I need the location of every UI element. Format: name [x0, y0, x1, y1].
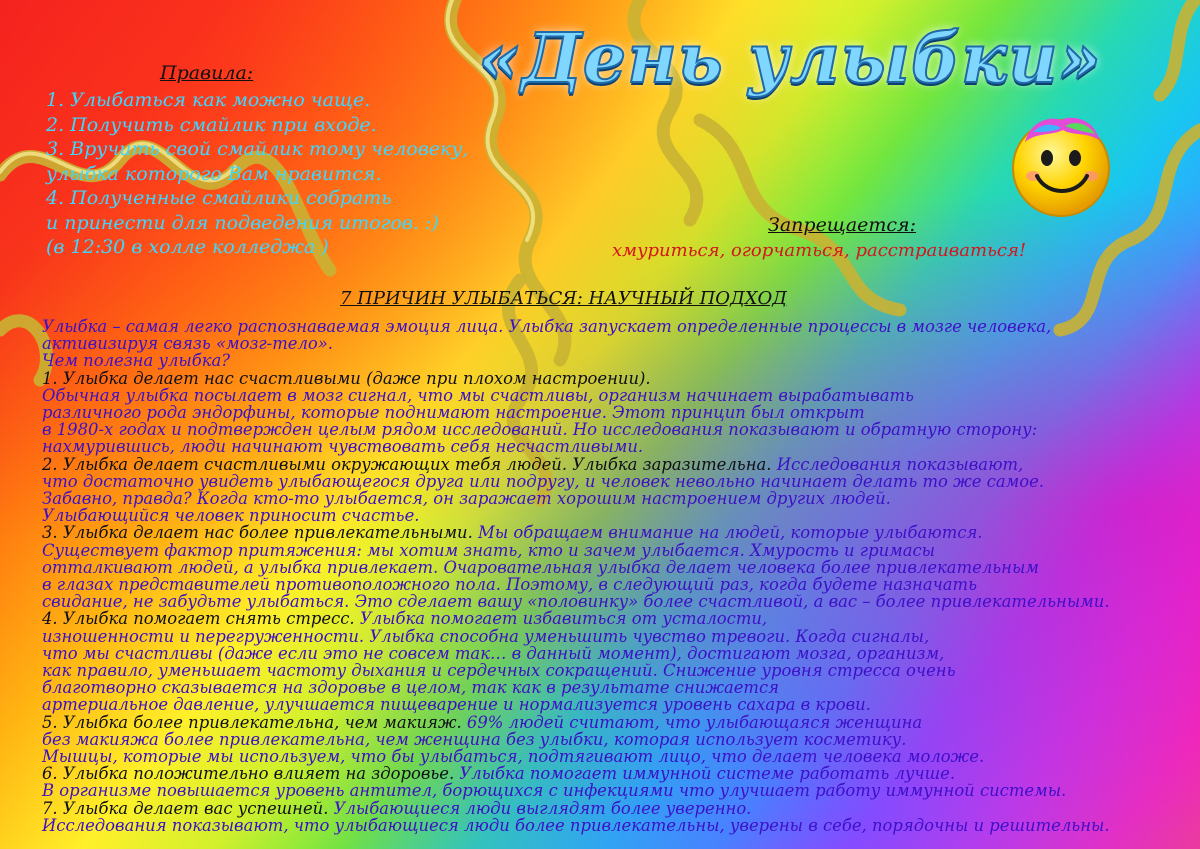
ribbon-right-top: [1160, 0, 1195, 95]
body-line: [42, 782, 1192, 799]
forbidden-heading: Запрещается:: [768, 214, 917, 236]
body-line: [42, 387, 1192, 404]
body-line: [42, 370, 1192, 387]
body-line: [42, 662, 1192, 679]
body-line: [42, 800, 1192, 817]
body-segment: различного рода эндорфины, которые поднимают настроение. Этот принцип был открыт: [42, 403, 865, 423]
body-line: [42, 593, 1192, 610]
body-segment: нахмурившись, люди начинают чувствовать себя несчастливыми.: [42, 437, 644, 457]
body-segment: Улыбающиеся люди выглядят более уверенно.: [328, 798, 752, 818]
forbidden-text: хмуриться, огорчаться, расстраиваться!: [612, 240, 1027, 261]
body-line: [42, 645, 1192, 662]
rules-line: 4. Полученные смайлики собрать: [46, 187, 392, 209]
body-segment: Улыбка – самая легко распознаваемая эмоция лица. Улыбка запускает определенные процессы в мозге человека,: [42, 317, 1052, 336]
rules-line: улыбка которого Вам нравится.: [46, 162, 382, 185]
body-line: [42, 714, 1192, 731]
body-line: [42, 404, 1192, 421]
body-segment: свидание, не забудьте улыбаться. Это сделает вашу «половинку» более счастливой, а вас – более привлекательными.: [42, 592, 1110, 612]
reason-heading: 6. Улыбка положительно влияет на здоровье.: [42, 764, 455, 784]
body-segment: артериальное давление, улучшается пищеварение и нормализуется уровень сахара в крови.: [42, 695, 871, 715]
body-segment: Обычная улыбка посылает в мозг сигнал, что мы счастливы, организм начинает вырабатывать: [42, 385, 914, 405]
body-line: [42, 490, 1192, 507]
body-line: [42, 610, 1192, 627]
reason-heading: 3. Улыбка делает нас более привлекательными.: [42, 523, 473, 543]
body-segment: Исследования показывают,: [771, 454, 1024, 474]
rules-line: 3. Вручить свой смайлик тому человеку,: [46, 138, 469, 160]
body-segment: в 1980-х годах и подтвержден целым рядом исследований. Но исследования показывают и обратную сторону:: [42, 420, 1038, 440]
body-line: [42, 421, 1192, 438]
rules-line: и принести для подведения итогов. :): [46, 211, 439, 234]
body-segment: Чем полезна улыбка?: [42, 351, 231, 371]
body-segment: 69% людей считают, что улыбающаяся женщина: [461, 712, 923, 732]
body-segment: Мышцы, которые мы используем, что бы улыбаться, подтягивают лицо, что делает человека моложе.: [42, 747, 985, 767]
reason-heading: 1. Улыбка делает нас счастливыми (даже при плохом настроении).: [42, 368, 651, 388]
body-line: [42, 456, 1192, 473]
body-segment: Улыбка помогает иммунной системе работать лучше.: [454, 764, 956, 784]
body-line: [42, 696, 1192, 713]
body-line: [42, 628, 1192, 645]
body-segment: отталкивают людей, а улыбка привлекает. Очаровательная улыбка делает человека более привлекательным: [42, 557, 1039, 577]
body-line: [42, 352, 1192, 369]
body-line: [42, 507, 1192, 524]
body-segment: Существует фактор притяжения: мы хотим знать, кто и зачем улыбается. Хмурость и гримасы: [42, 540, 936, 560]
rules-list: [46, 88, 516, 260]
reason-heading: 5. Улыбка более привлекательна, чем макияж.: [42, 712, 462, 732]
body-line: [42, 318, 1192, 335]
body-segment: благотворно сказывается на здоровье в целом, так как в результате снижается: [42, 678, 780, 698]
body-line: [42, 438, 1192, 455]
rules-heading: Правила:: [160, 62, 254, 84]
body-line: [42, 679, 1192, 696]
body-segment: Улыбающийся человек приносит счастье.: [42, 506, 420, 526]
body-line: [42, 335, 1192, 352]
body-segment: Исследования показывают, что улыбающиеся люди более привлекательны, уверены в себе, порядочны и решительны.: [42, 815, 1110, 835]
body-line: [42, 524, 1192, 541]
reason-heading: 4. Улыбка помогает снять стресс.: [42, 609, 355, 629]
body-line: [42, 731, 1192, 748]
rules-line: 1. Улыбаться как можно чаще.: [46, 89, 371, 111]
body-segment: как правило, уменьшает частоту дыхания и сердечных сокращений. Снижение уровня стресса очень: [42, 661, 956, 681]
body-line: [42, 559, 1192, 576]
body-segment: что мы счастливы (даже если это не совсем так… в данный момент), достигают мозга, организм,: [42, 643, 945, 663]
body-segment: активизируя связь «мозг-тело».: [42, 334, 333, 354]
body-segment: Забавно, правда? Когда кто-то улыбается, он заражает хорошим настроением других людей.: [42, 489, 891, 509]
reason-heading: 2. Улыбка делает счастливыми окружающих тебя людей. Улыбка заразительна.: [42, 454, 772, 474]
body-line: [42, 542, 1192, 559]
body-segment: В организме повышается уровень антител, борющихся с инфекциями что улучшает работу иммунной системы.: [42, 781, 1067, 801]
body-line: [42, 748, 1192, 765]
reason-heading: 7. Улыбка делает вас успешней.: [42, 798, 329, 818]
rules-line: 2. Получить смайлик при входе.: [46, 113, 377, 136]
section-title: 7 ПРИЧИН УЛЫБАТЬСЯ: НАУЧНЫЙ ПОДХОД: [340, 288, 787, 309]
reasons-text: [42, 318, 1192, 834]
body-segment: что достаточно увидеть улыбающегося друга или подругу, и человек невольно начинает делать то же самое.: [42, 471, 1044, 491]
page-title: «День улыбки»: [477, 19, 1103, 99]
body-line: [42, 473, 1192, 490]
ribbon-left-low: [0, 321, 46, 380]
body-segment: Улыбка помогает избавиться от усталости,: [354, 609, 768, 629]
body-segment: в глазах представителей противоположного пола. Поэтому, в следующий раз, когда будете назначать: [42, 575, 978, 595]
smiley-face-icon: [1003, 110, 1118, 220]
rules-line: (в 12:30 в холле колледжа ): [46, 236, 329, 258]
body-line: [42, 817, 1192, 834]
body-segment: без макияжа более привлекательна, чем женщина без улыбки, которая использует косметику.: [42, 729, 907, 749]
body-segment: Мы обращаем внимание на людей, которые улыбаются.: [472, 523, 983, 543]
body-segment: изношенности и перегруженности. Улыбка способна уменьшить чувство тревоги. Когда сигналы,: [42, 626, 930, 646]
body-line: [42, 765, 1192, 782]
body-line: [42, 576, 1192, 593]
